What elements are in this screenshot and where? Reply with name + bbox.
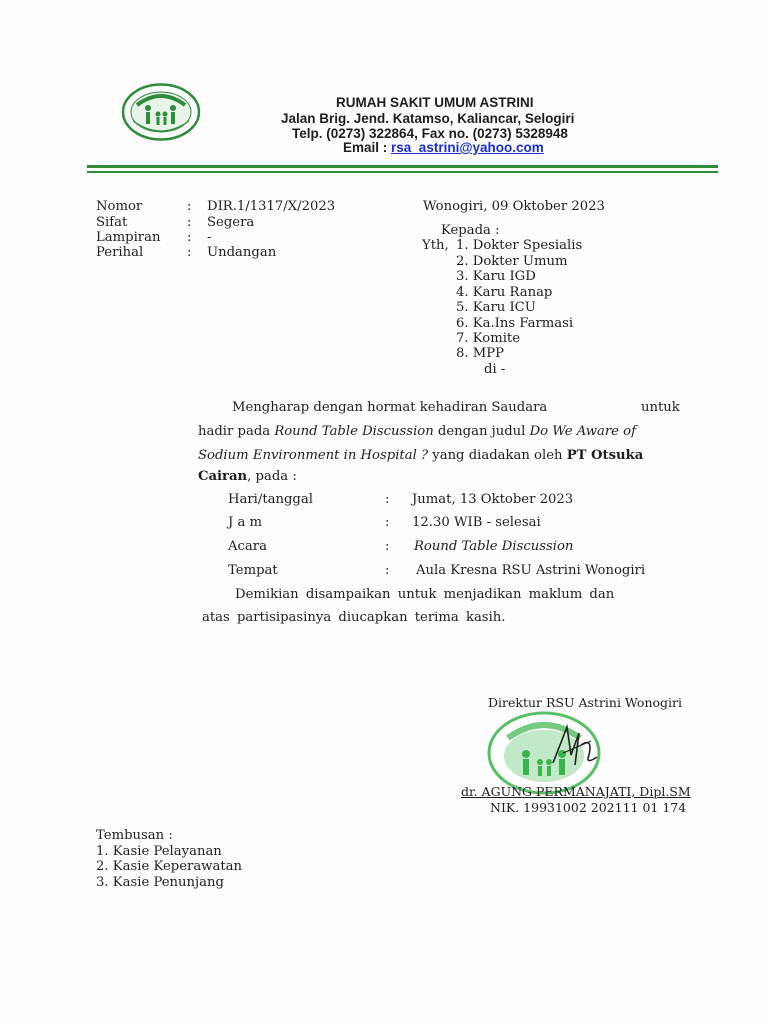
meta-sep: : bbox=[187, 215, 192, 230]
body-line-4 bbox=[198, 469, 297, 484]
di-label: di - bbox=[484, 362, 506, 377]
cc-item: 3. Kasie Penunjang bbox=[96, 875, 224, 890]
organizer-name: Cairan bbox=[198, 469, 248, 484]
meta-label-sifat: Sifat bbox=[96, 215, 128, 230]
meta-value-sifat: Segera bbox=[207, 215, 255, 230]
detail-value-event: Round Table Discussion bbox=[414, 539, 574, 554]
hospital-name: RUMAH SAKIT UMUM ASTRINI bbox=[336, 95, 534, 110]
detail-sep: : bbox=[385, 563, 390, 578]
detail-sep: : bbox=[385, 515, 390, 530]
body-text: hadir pada bbox=[198, 424, 275, 439]
detail-label: Tempat bbox=[228, 563, 278, 578]
body-text: , pada : bbox=[247, 469, 297, 484]
header-rule-bottom bbox=[87, 171, 718, 173]
meta-label-lampiran: Lampiran bbox=[96, 230, 161, 245]
signatory-name: dr. AGUNG PERMANAJATI, Dipl.SM bbox=[461, 784, 691, 799]
meta-label-nomor: Nomor bbox=[96, 199, 143, 214]
meta-sep: : bbox=[187, 230, 192, 245]
detail-sep: : bbox=[385, 492, 390, 507]
yth-label: Yth, bbox=[422, 238, 449, 253]
signatory-nik: NIK. 19931002 202111 01 174 bbox=[490, 800, 687, 815]
handwritten-signature bbox=[545, 715, 605, 775]
cc-item: 1. Kasie Pelayanan bbox=[96, 844, 222, 859]
detail-label: Acara bbox=[228, 539, 267, 554]
hospital-email-line bbox=[343, 140, 544, 155]
closing-line-2: atas partisipasinya diucapkan terima kasih. bbox=[202, 610, 506, 625]
detail-sep: : bbox=[385, 539, 390, 554]
body-text: yang diadakan oleh bbox=[428, 448, 567, 463]
organizer-name: PT Otsuka bbox=[566, 448, 644, 463]
meta-sep: : bbox=[187, 245, 192, 260]
cc-item: 2. Kasie Keperawatan bbox=[96, 859, 242, 874]
detail-value-time: 12.30 WIB - selesai bbox=[412, 515, 541, 530]
detail-label: Hari/tanggal bbox=[228, 492, 313, 507]
meta-label-perihal: Perihal bbox=[96, 245, 144, 260]
recipient-item: 3. Karu IGD bbox=[456, 269, 536, 284]
header-rule-top bbox=[87, 165, 718, 168]
cc-title: Tembusan : bbox=[96, 828, 173, 843]
event-name: Round Table Discussion bbox=[274, 424, 434, 439]
body-line-1 bbox=[232, 400, 547, 415]
recipient-item: 2. Dokter Umum bbox=[456, 254, 568, 269]
closing-line-1: Demikian disampaikan untuk menjadikan maklum dan bbox=[235, 587, 615, 602]
date-place: Wonogiri, 09 Oktober 2023 bbox=[423, 199, 605, 214]
detail-value-place: Aula Kresna RSU Astrini Wonogiri bbox=[416, 563, 646, 578]
meta-value-nomor: DIR.1/1317/X/2023 bbox=[207, 199, 336, 214]
recipient-item: 5. Karu ICU bbox=[456, 300, 536, 315]
recipient-item: 6. Ka.Ins Farmasi bbox=[456, 316, 574, 331]
body-line-3 bbox=[198, 448, 643, 463]
signatory-title: Direktur RSU Astrini Wonogiri bbox=[488, 695, 683, 710]
detail-label: J a m bbox=[228, 515, 263, 530]
recipient-item: 7. Komite bbox=[456, 331, 521, 346]
hospital-address: Jalan Brig. Jend. Katamso, Kaliancar, Selogiri bbox=[281, 111, 575, 126]
event-title: Sodium Environment in Hospital ? bbox=[198, 448, 429, 463]
meta-sep: : bbox=[187, 199, 192, 214]
body-line-2 bbox=[198, 424, 636, 439]
recipient-item: 1. Dokter Spesialis bbox=[456, 238, 583, 253]
body-text: dengan judul bbox=[433, 424, 530, 439]
body-text: Mengharap dengan hormat kehadiran Saudara bbox=[232, 400, 548, 415]
detail-value-date: Jumat, 13 Oktober 2023 bbox=[412, 492, 574, 507]
kepada-label: Kepada : bbox=[441, 223, 500, 238]
recipient-item: 4. Karu Ranap bbox=[456, 285, 553, 300]
meta-value-lampiran: - bbox=[207, 230, 212, 245]
body-line-1-end: untuk bbox=[641, 400, 680, 415]
email-link[interactable]: rsa_astrini@yahoo.com bbox=[391, 140, 544, 155]
recipient-item: 8. MPP bbox=[456, 346, 505, 361]
event-title: Do We Aware of bbox=[529, 424, 636, 439]
meta-value-perihal: Undangan bbox=[207, 245, 277, 260]
email-label: Email : bbox=[343, 140, 388, 155]
hospital-logo bbox=[121, 83, 201, 141]
hospital-phone: Telp. (0273) 322864, Fax no. (0273) 5328948 bbox=[292, 126, 568, 141]
